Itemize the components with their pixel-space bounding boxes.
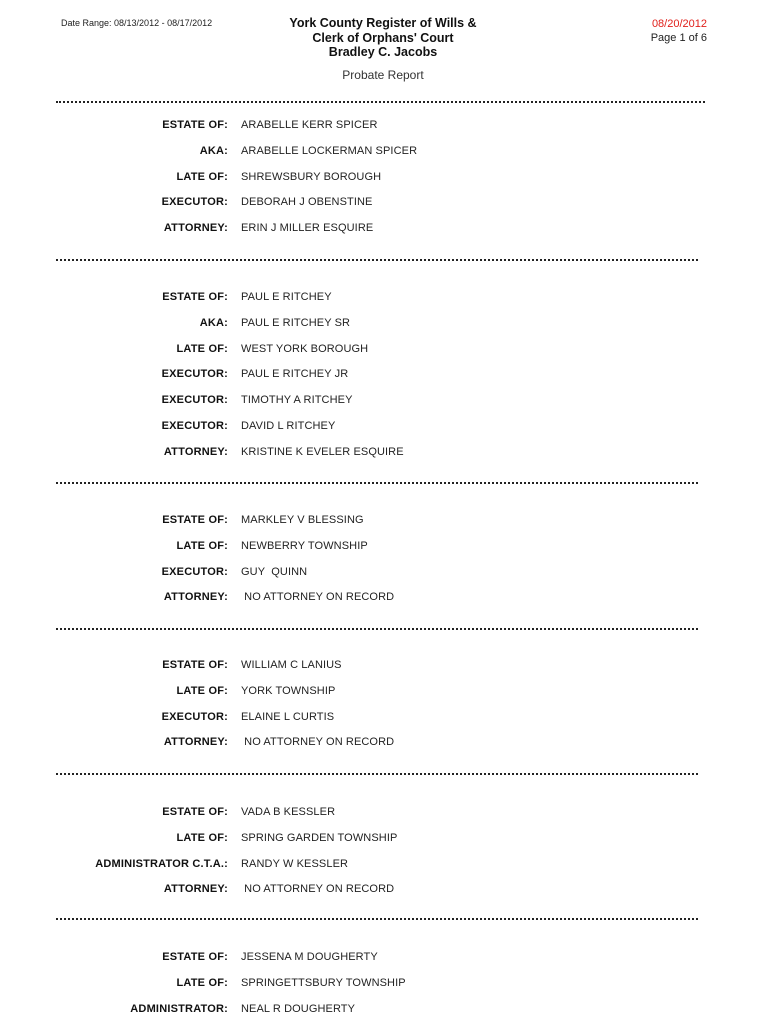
field-label: LATE OF: — [176, 831, 228, 844]
field-value: MARKLEY V BLESSING — [241, 514, 364, 526]
estate-field-row — [0, 684, 768, 698]
field-value: NO ATTORNEY ON RECORD — [241, 883, 395, 896]
field-label: ADMINISTRATOR C.T.A.: — [95, 857, 228, 870]
estate-field-row — [0, 170, 768, 184]
field-label: AKA: — [199, 316, 228, 329]
field-label: ATTORNEY: — [163, 222, 228, 235]
field-value: TIMOTHY A RITCHEY — [241, 394, 353, 407]
field-value: JESSENA M DOUGHERTY — [241, 951, 378, 963]
report-date: 08/20/2012 — [651, 18, 707, 30]
field-value: PAUL E RITCHEY SR — [241, 316, 351, 329]
field-label: EXECUTOR: — [161, 420, 228, 432]
estate-field-row — [0, 290, 768, 304]
field-value: WILLIAM C LANIUS — [241, 659, 342, 671]
field-value: DEBORAH J OBENSTINE — [241, 196, 373, 209]
field-value: SHREWSBURY BOROUGH — [241, 170, 382, 183]
field-value: VADA B KESSLER — [241, 806, 336, 818]
estate-field-row — [0, 419, 768, 433]
field-label: ESTATE OF: — [162, 291, 228, 303]
estate-field-row — [0, 1002, 768, 1016]
field-value: DAVID L RITCHEY — [241, 420, 336, 432]
report-header — [230, 16, 536, 82]
field-value: SPRING GARDEN TOWNSHIP — [241, 831, 398, 844]
field-value: PAUL E RITCHEY — [241, 291, 332, 303]
field-label: EXECUTOR: — [161, 394, 228, 407]
field-value: RANDY W KESSLER — [241, 857, 349, 870]
field-value: SPRINGETTSBURY TOWNSHIP — [241, 976, 406, 989]
page-number: Page 1 of 6 — [650, 32, 707, 44]
estate-field-row — [0, 513, 768, 527]
field-label: LATE OF: — [176, 539, 228, 552]
field-label: ESTATE OF: — [162, 119, 228, 131]
estate-field-row — [0, 805, 768, 819]
field-label: ATTORNEY: — [163, 736, 228, 749]
report-meta — [651, 17, 707, 45]
field-value: ARABELLE LOCKERMAN SPICER — [241, 144, 418, 157]
field-value: YORK TOWNSHIP — [241, 684, 336, 697]
estate-field-row — [0, 118, 768, 132]
estate-field-row — [0, 565, 768, 579]
field-label: AKA: — [199, 144, 228, 157]
field-label: EXECUTOR: — [161, 565, 228, 578]
estate-field-row — [0, 710, 768, 724]
estate-field-row — [0, 445, 768, 459]
field-value: GUY QUINN — [241, 565, 308, 578]
field-label: EXECUTOR: — [161, 710, 228, 723]
field-label: EXECUTOR: — [161, 368, 228, 381]
estate-field-row — [0, 950, 768, 964]
section-divider — [56, 628, 698, 630]
field-value: NEWBERRY TOWNSHIP — [241, 539, 368, 552]
field-label: LATE OF: — [176, 976, 228, 989]
field-value: ARABELLE KERR SPICER — [241, 119, 378, 131]
field-value: WEST YORK BOROUGH — [241, 342, 369, 355]
field-label: ATTORNEY: — [163, 883, 228, 896]
report-subtitle: Probate Report — [342, 67, 424, 82]
field-value: PAUL E RITCHEY JR — [241, 368, 349, 381]
field-label: ESTATE OF: — [162, 806, 228, 818]
field-label: EXECUTOR: — [161, 196, 228, 209]
section-divider — [56, 918, 698, 920]
estate-field-row — [0, 976, 768, 990]
estate-field-row — [0, 539, 768, 553]
estate-field-row — [0, 857, 768, 871]
field-label: ESTATE OF: — [162, 659, 228, 671]
date-range: Date Range: 08/13/2012 - 08/17/2012 — [61, 18, 213, 28]
field-label: ATTORNEY: — [163, 445, 228, 458]
estate-field-row — [0, 831, 768, 845]
field-label: ADMINISTRATOR: — [130, 1002, 228, 1015]
estate-field-row — [0, 393, 768, 407]
court-title-line-2: Clerk of Orphans' Court — [312, 30, 454, 45]
estate-field-row — [0, 342, 768, 356]
field-value: KRISTINE K EVELER ESQUIRE — [241, 445, 404, 458]
field-value: NO ATTORNEY ON RECORD — [241, 591, 395, 604]
field-label: ATTORNEY: — [163, 591, 228, 604]
court-title-line-3: Bradley C. Jacobs — [328, 45, 438, 59]
estate-field-row — [0, 882, 768, 896]
estate-field-row — [0, 658, 768, 672]
estate-field-row — [0, 195, 768, 209]
estate-field-row — [0, 590, 768, 604]
field-value: NEAL R DOUGHERTY — [241, 1002, 356, 1015]
section-divider — [56, 101, 705, 103]
court-title-line-1: York County Register of Wills & — [289, 16, 477, 30]
field-value: ERIN J MILLER ESQUIRE — [241, 222, 374, 235]
estate-field-row — [0, 221, 768, 235]
estate-field-row — [0, 735, 768, 749]
field-value: NO ATTORNEY ON RECORD — [241, 736, 395, 749]
field-label: LATE OF: — [176, 170, 228, 183]
field-label: LATE OF: — [176, 342, 228, 355]
field-label: ESTATE OF: — [162, 514, 228, 526]
field-value: ELAINE L CURTIS — [241, 710, 335, 723]
estate-field-row — [0, 144, 768, 158]
estate-field-row — [0, 316, 768, 330]
section-divider — [56, 773, 698, 775]
section-divider — [56, 482, 698, 484]
field-label: ESTATE OF: — [162, 951, 228, 963]
section-divider — [56, 259, 698, 261]
estate-field-row — [0, 367, 768, 381]
field-label: LATE OF: — [176, 684, 228, 697]
